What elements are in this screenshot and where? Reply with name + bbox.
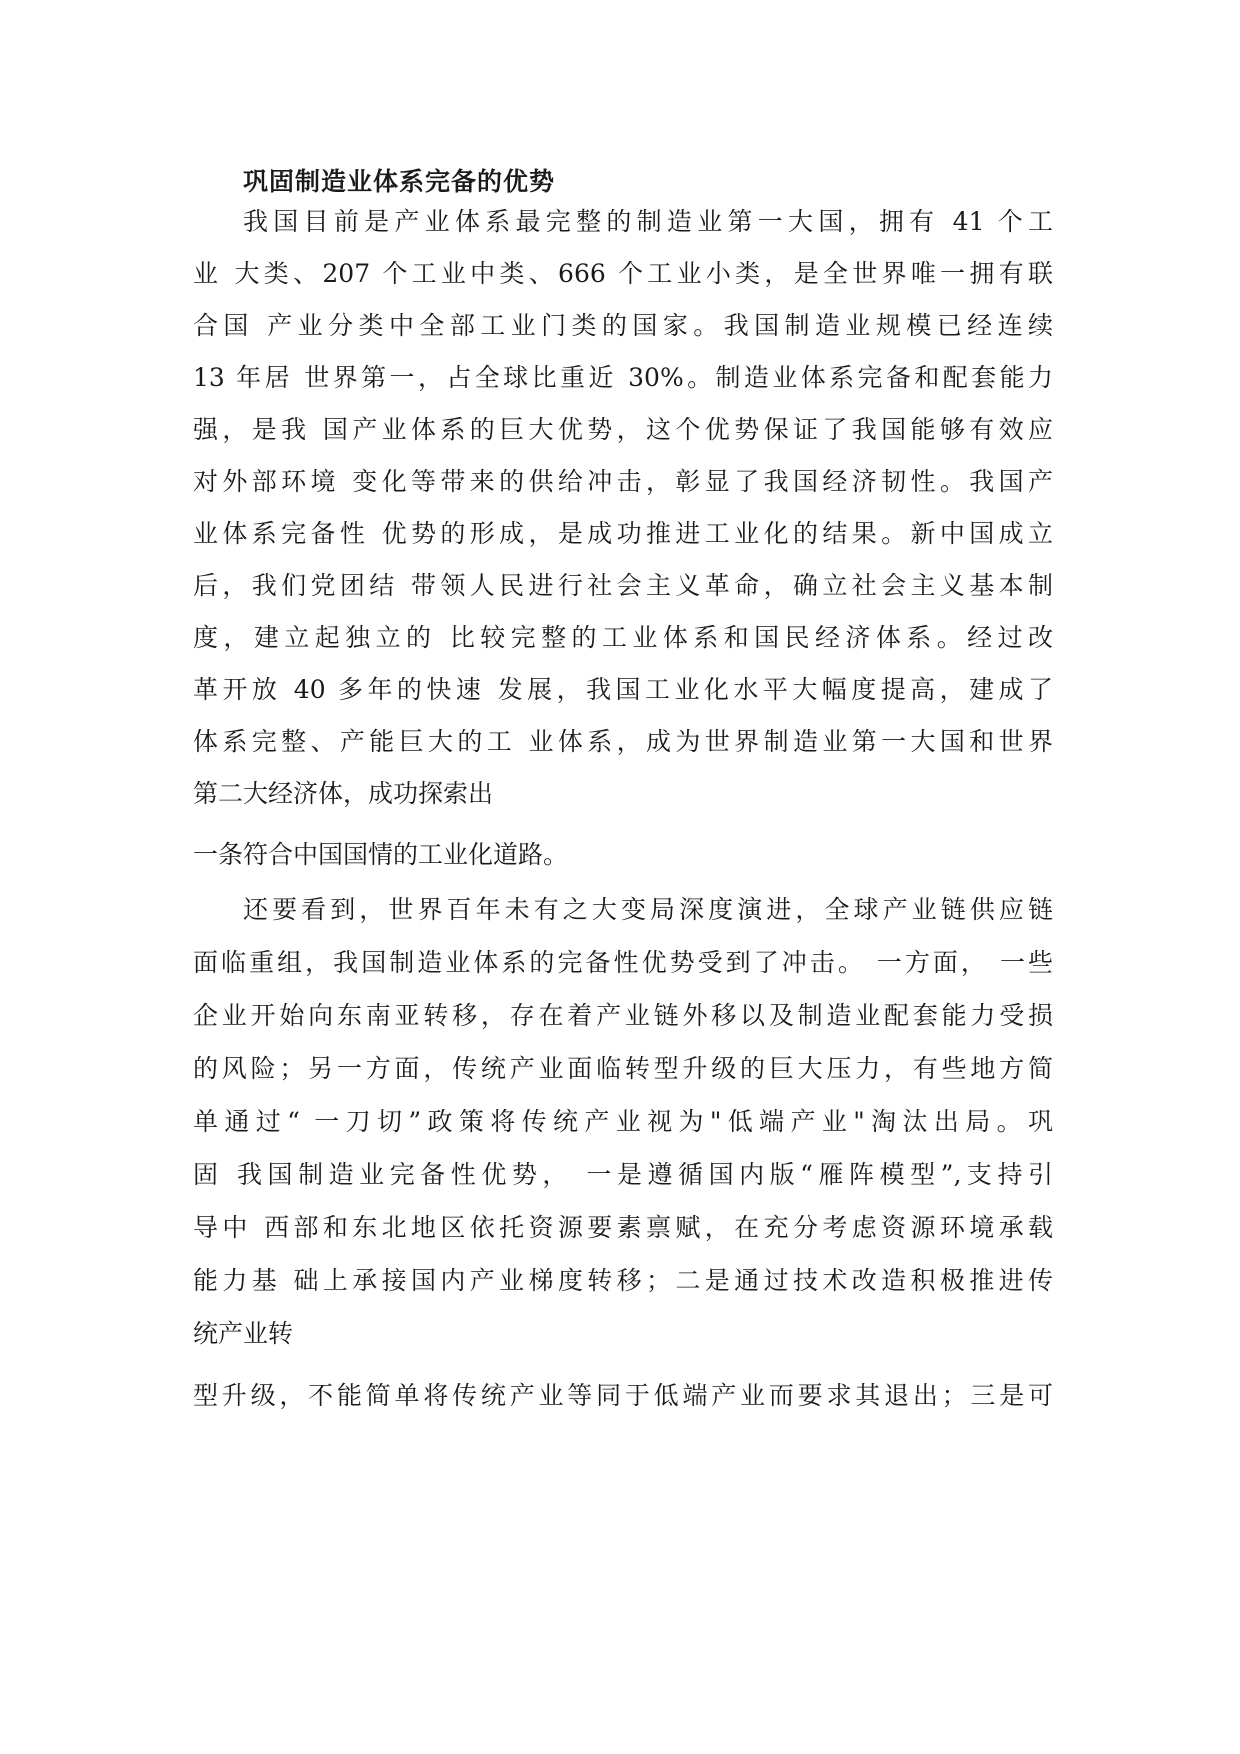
paragraph-line: 第二大经济体，成功探索出 [193,779,494,808]
paragraph-line: 度，建立起独立的 比较完整的工业体系和国民经济体系。经过改 [193,623,1053,652]
paragraph-line: 面临重组，我国制造业体系的完备性优势受到了冲击。 一方面， 一些 [193,948,1053,977]
paragraph-line: 强，是我 国产业体系的巨大优势，这个优势保证了我国能够有效应 [193,415,1053,444]
paragraph-line: 革开放 40 多年的快速 发展，我国工业化水平大幅度提高，建成了 [193,675,1053,704]
paragraph-line: 还要看到，世界百年未有之大变局深度演进，全球产业链供应链 [243,895,1053,924]
paragraph-line: 对外部环境 变化等带来的供给冲击，彰显了我国经济韧性。我国产 [193,467,1053,496]
paragraph-line: 固 我国制造业完备性优势， 一是遵循国内版“雁阵模型”,支持引 [193,1160,1053,1189]
paragraph-line: 业 大类、207 个工业中类、666 个工业小类，是全世界唯一拥有联 [193,259,1053,288]
paragraph-line: 我国目前是产业体系最完整的制造业第一大国，拥有 41 个工 [243,207,1053,236]
paragraph-line: 的风险；另一方面，传统产业面临转型升级的巨大压力，有些地方简 [193,1054,1053,1083]
paragraph-line: 型升级，不能简单将传统产业等同于低端产业而要求其退出；三是可 [193,1381,1053,1410]
document-title: 巩固制造业体系完备的优势 [243,167,556,196]
paragraph-line: 企业开始向东南亚转移，存在着产业链外移以及制造业配套能力受损 [193,1001,1053,1030]
paragraph-line: 一条符合中国国情的工业化道路。 [193,840,569,869]
paragraph-line: 统产业转 [193,1319,294,1348]
paragraph-line: 导中 西部和东北地区依托资源要素禀赋，在充分考虑资源环境承载 [193,1213,1053,1242]
paragraph-line: 13 年居 世界第一，占全球比重近 30%。制造业体系完备和配套能力 [193,363,1053,392]
paragraph-line: 单通过“ 一刀切”政策将传统产业视为"低端产业"淘汰出局。巩 [193,1107,1053,1136]
paragraph-line: 能力基 础上承接国内产业梯度转移；二是通过技术改造积极推进传 [193,1266,1053,1295]
paragraph-line: 业体系完备性 优势的形成，是成功推进工业化的结果。新中国成立 [193,519,1053,548]
paragraph-line: 后，我们党团结 带领人民进行社会主义革命，确立社会主义基本制 [193,571,1053,600]
paragraph-line: 合国 产业分类中全部工业门类的国家。我国制造业规模已经连续 [193,311,1053,340]
paragraph-line: 体系完整、产能巨大的工 业体系，成为世界制造业第一大国和世界 [193,727,1053,756]
